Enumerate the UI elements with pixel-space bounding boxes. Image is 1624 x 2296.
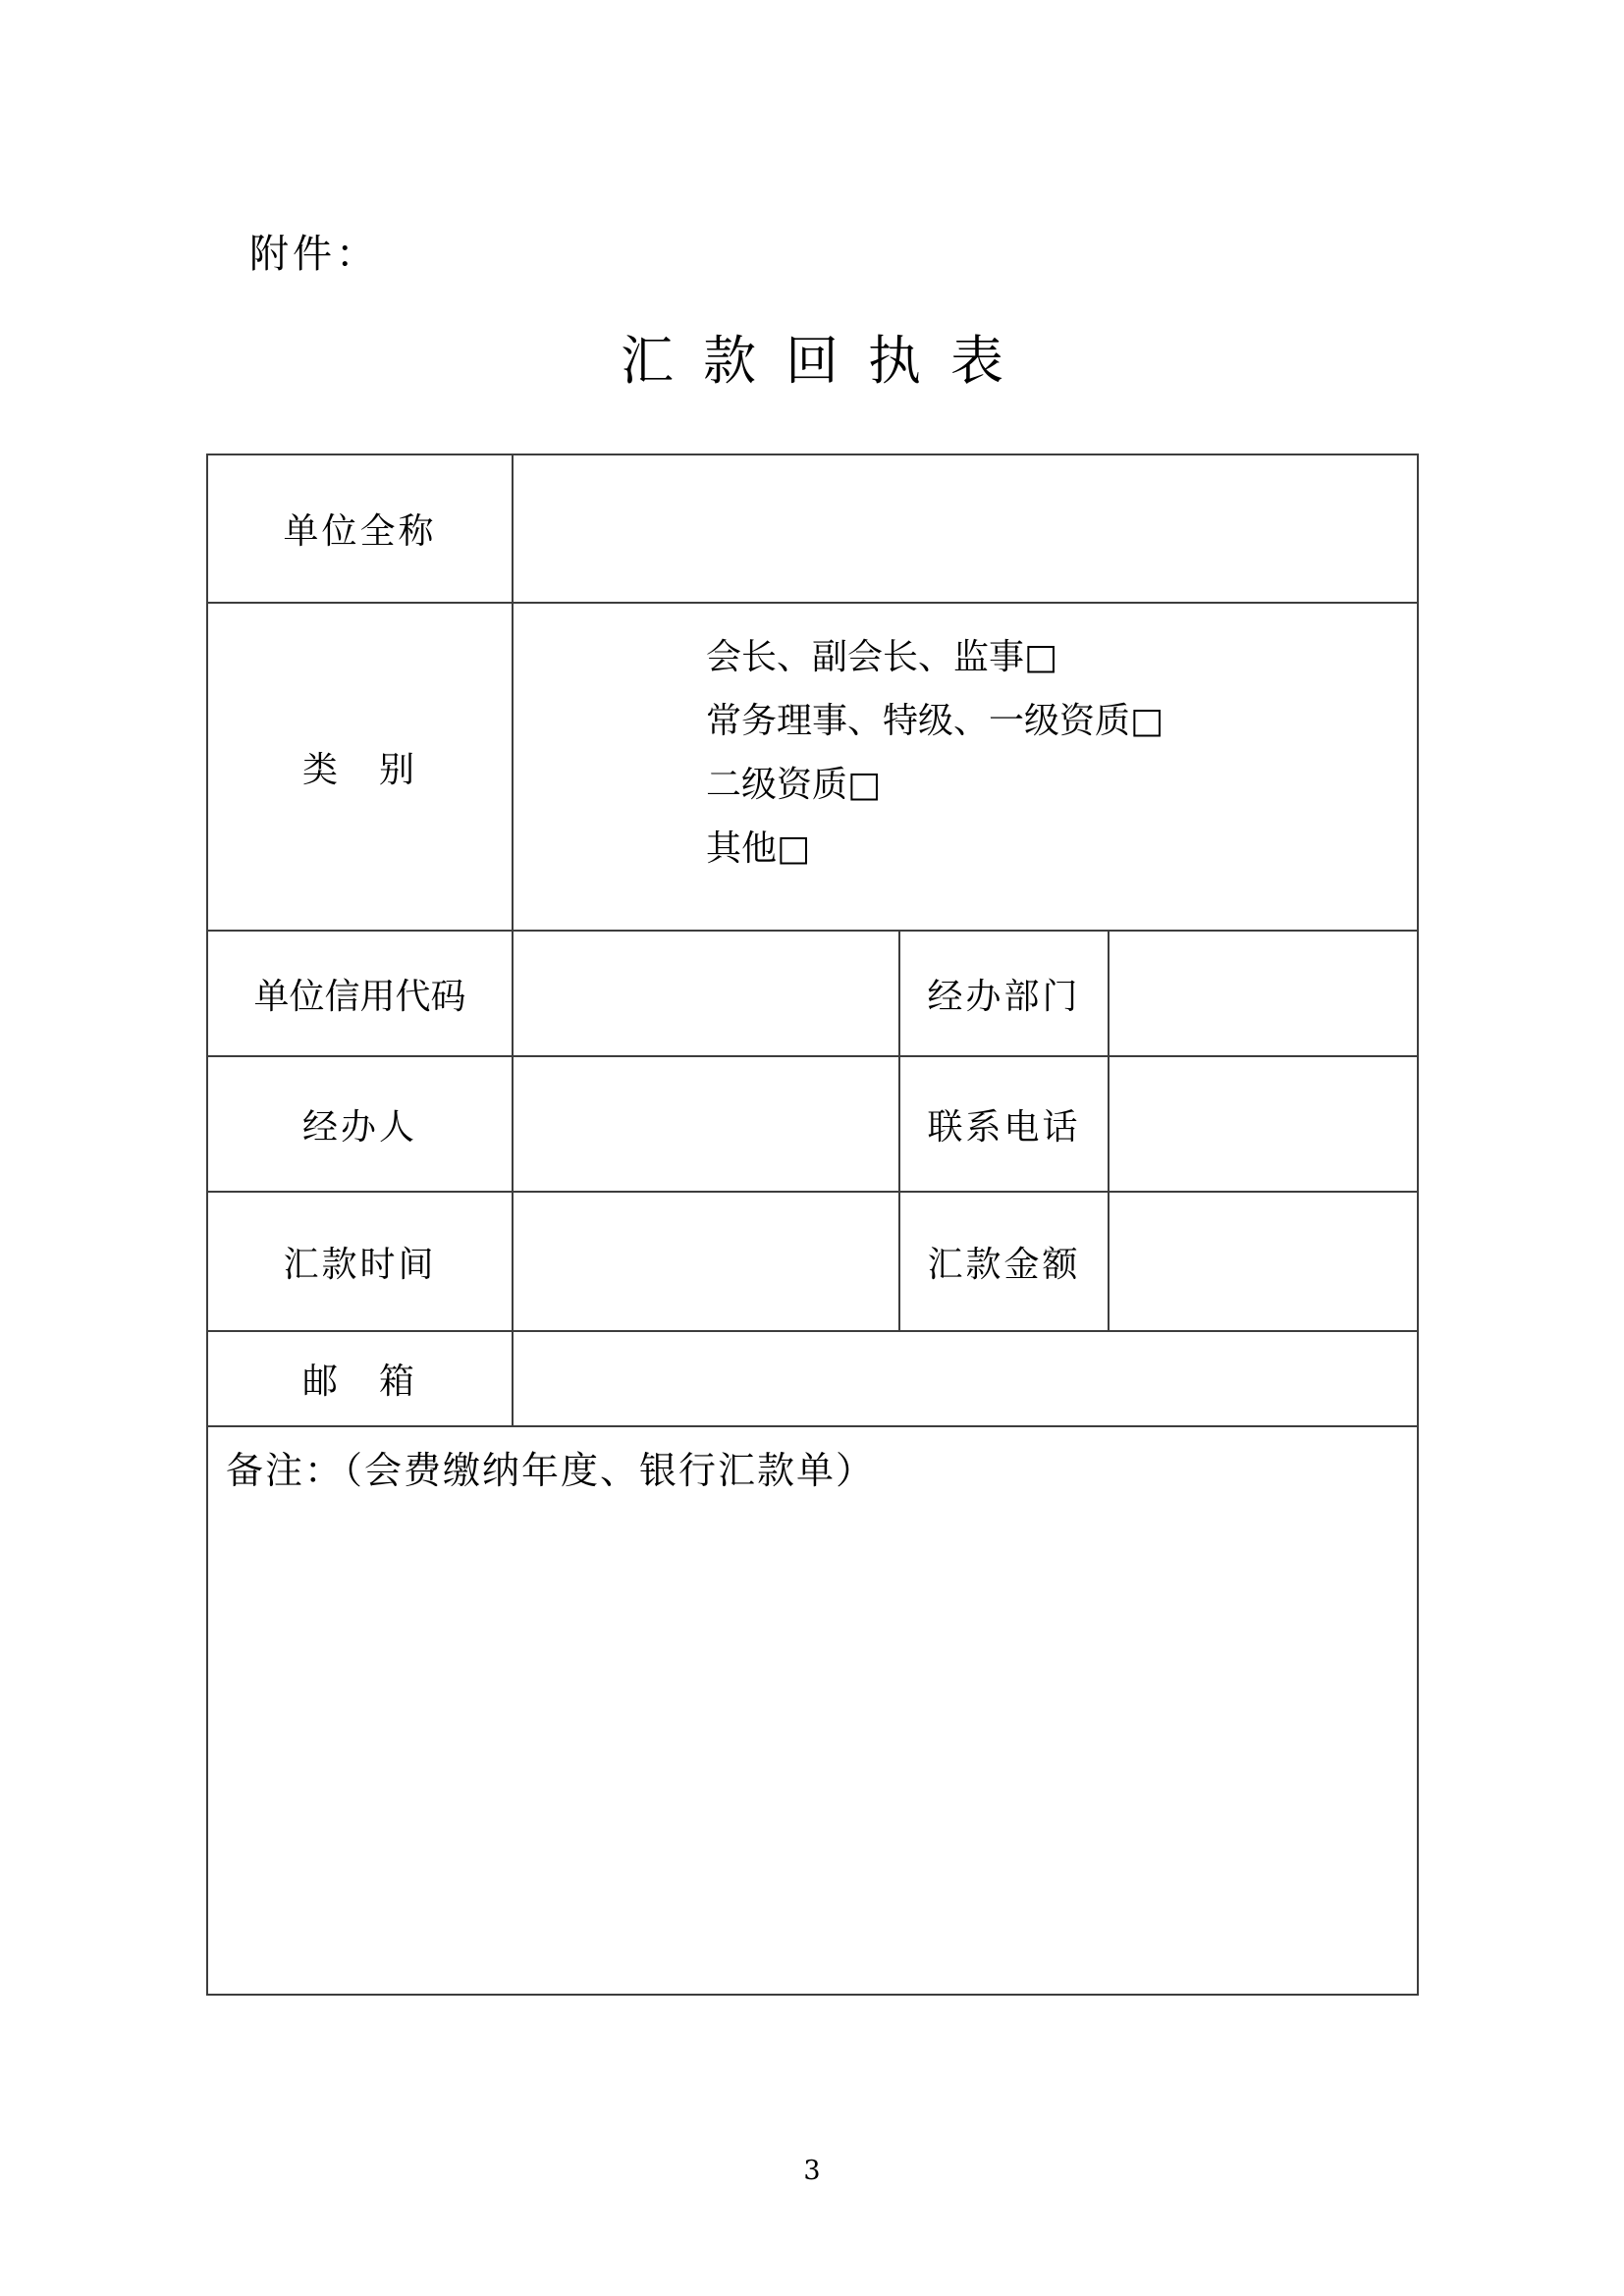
handling-dept-label-cell: 经办部门	[899, 931, 1109, 1056]
category-options-block	[514, 604, 1417, 881]
table-row	[207, 931, 1418, 1056]
remit-amount-value-cell	[1109, 1192, 1418, 1331]
unit-name-label-cell: 单位全称	[207, 454, 513, 603]
credit-code-value-cell	[513, 931, 899, 1056]
table-row	[207, 603, 1418, 931]
remit-amount-label-cell: 汇款金额	[899, 1192, 1109, 1331]
category-option-president: 会长、副会长、监事□	[706, 637, 1058, 677]
table-row	[207, 1056, 1418, 1192]
table-row	[207, 454, 1418, 603]
table-row	[207, 1192, 1418, 1331]
handling-dept-value-cell	[1109, 931, 1418, 1056]
category-option-executive-director: 常务理事、特级、一级资质□	[706, 701, 1164, 741]
handler-label-cell: 经办人	[207, 1056, 513, 1192]
remit-time-label-cell: 汇款时间	[207, 1192, 513, 1331]
category-option-grade2: 二级资质□	[706, 765, 882, 805]
category-label-cell: 类 别	[207, 603, 513, 931]
attachment-label: 附件：	[249, 232, 379, 277]
handler-value-cell	[513, 1056, 899, 1192]
remark-label: 备注：（会费缴纳年度、银行汇款单）	[226, 1449, 876, 1492]
page-title: 汇款回执表	[621, 330, 1033, 392]
page-number: 3	[803, 2156, 821, 2186]
unit-name-value-cell	[513, 454, 1418, 603]
category-option-other: 其他□	[706, 828, 811, 869]
category-options-cell	[513, 603, 1418, 931]
remit-time-value-cell	[513, 1192, 899, 1331]
table-row	[207, 1426, 1418, 1995]
remittance-receipt-table	[206, 454, 1419, 1996]
remark-cell	[207, 1426, 1418, 1995]
phone-value-cell	[1109, 1056, 1418, 1192]
credit-code-label-cell: 单位信用代码	[207, 931, 513, 1056]
table-row	[207, 1331, 1418, 1426]
email-value-cell	[513, 1331, 1418, 1426]
email-label-cell: 邮 箱	[207, 1331, 513, 1426]
phone-label-cell: 联系电话	[899, 1056, 1109, 1192]
